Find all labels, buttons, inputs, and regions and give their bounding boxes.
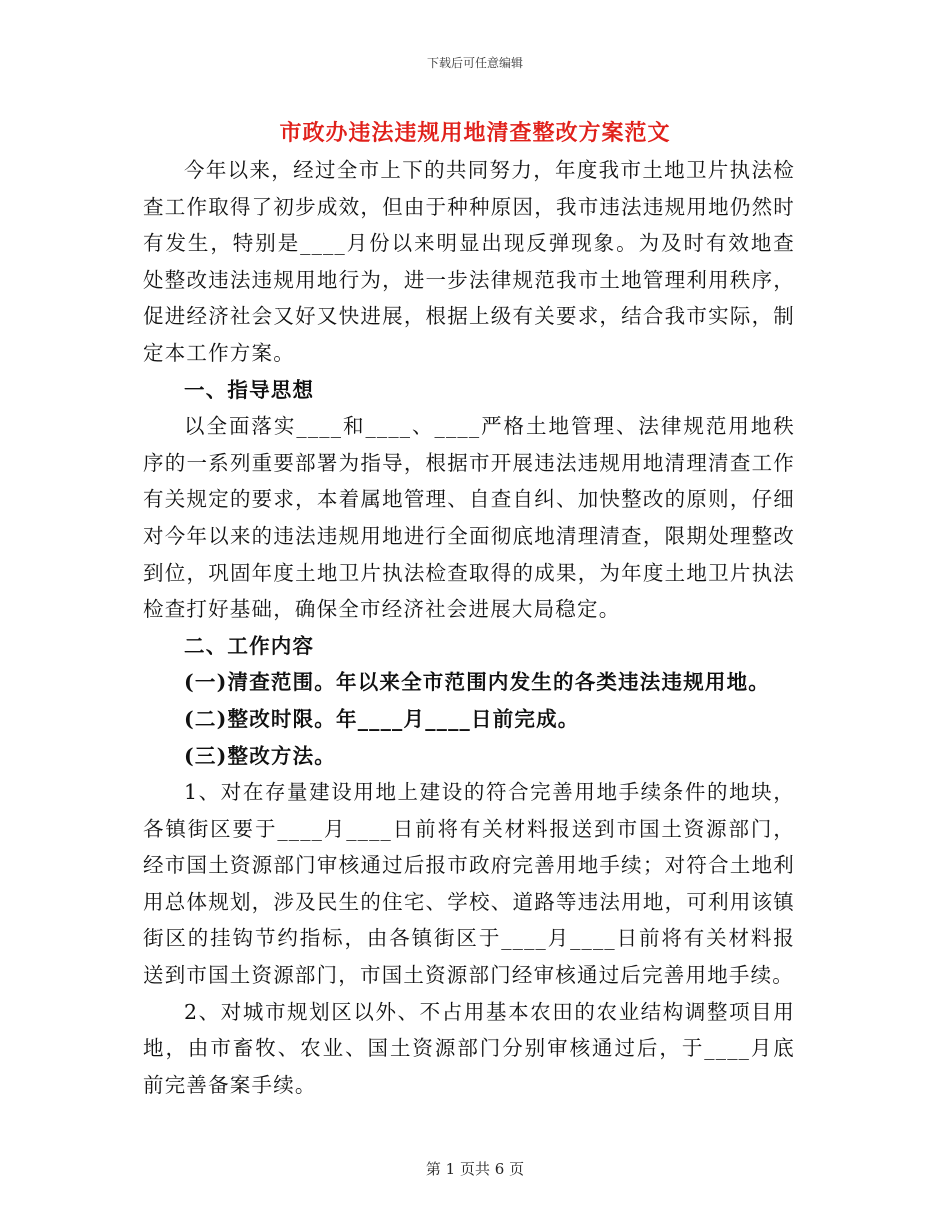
intro-paragraph: 今年以来，经过全市上下的共同努力，年度我市土地卫片执法检查工作取得了初步成效，但由于种种原因，我市违法违规用地仍然时有发生，特别是____月份以来明显出现反弹现象。为及时有效地查处整改违法违规用地行为，进一步法律规范我市土地管理利用秩序，促进经济社会又好又快进展，根据上级有关要求，结合我市实际，制定本工作方案。 xyxy=(143,158,795,365)
subsection-rectification-method: (三)整改方法。 xyxy=(184,743,336,768)
document-body xyxy=(143,152,795,1103)
section-heading-guiding-ideology: 一、指导思想 xyxy=(184,377,315,402)
method-item-2: 2、对城市规划区以外、不占用基本农田的农业结构调整项目用地，由市畜牧、农业、国土资源部门分别审核通过后，于____月底前完善备案手续。 xyxy=(143,999,795,1097)
section-heading-work-content: 二、工作内容 xyxy=(184,633,315,658)
method-item-1: 1、对在存量建设用地上建设的符合完善用地手续条件的地块，各镇街区要于____月____日前将有关材料报送到市国土资源部门，经市国土资源部门审核通过后报市政府完善用地手续；对符合土地利用总体规划，涉及民生的住宅、学校、道路等违法用地，可利用该镇街区的挂钩节约指标，由各镇街区于____月____日前将有关材料报送到市国土资源部门，市国土资源部门经审核通过后完善用地手续。 xyxy=(143,780,795,988)
page-header-note: 下载后可任意编辑 xyxy=(426,56,523,70)
subsection-rectification-deadline: (二)整改时限。年____月____日前完成。 xyxy=(184,706,580,731)
guiding-ideology-paragraph: 以全面落实____和____、____严格土地管理、法律规范用地秩序的一系列重要部署为指导，根据市开展违法违规用地清理清查工作有关规定的要求，本着属地管理、自查自纠、加快整改的原则，仔细对今年以来的违法违规用地进行全面彻底地清理清查，限期处理整改到位，巩固年度土地卫片执法检查取得的成果，为年度土地卫片执法检查打好基础，确保全市经济社会进展大局稳定。 xyxy=(143,414,795,622)
page-number: 第 1 页共 6 页 xyxy=(425,1160,525,1178)
document-title: 市政办违法违规用地清查整改方案范文 xyxy=(279,120,671,146)
subsection-inspection-scope: (一)清查范围。年以来全市范围内发生的各类违法违规用地。 xyxy=(184,670,770,695)
